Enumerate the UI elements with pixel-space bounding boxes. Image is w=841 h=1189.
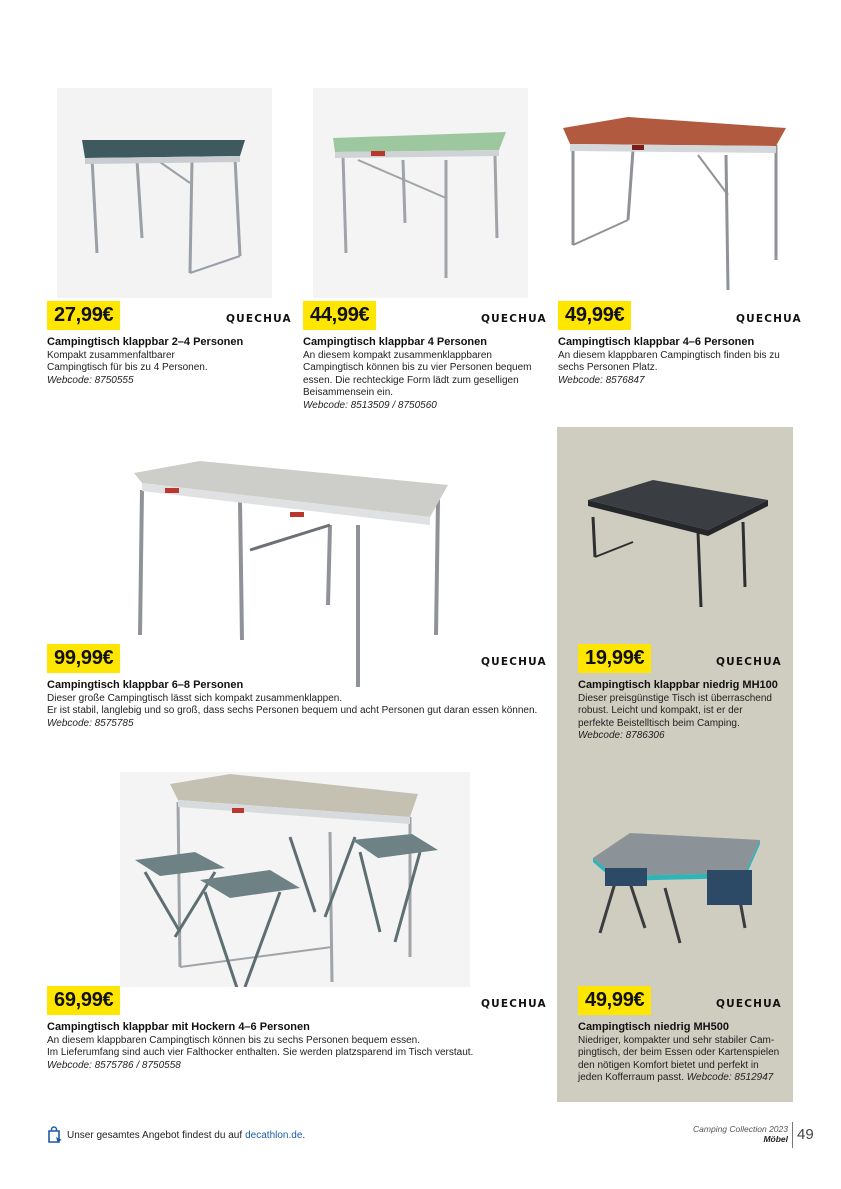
price-tag: 44,99€	[303, 301, 376, 330]
product-image-table-2-4	[57, 88, 272, 298]
price-tag: 99,99€	[47, 644, 120, 673]
product-desc-line: robust. Leicht und kompakt, ist er der	[578, 705, 743, 717]
product-image-table-6-8	[130, 455, 450, 690]
product-desc-line: Dieser preisgünstige Tisch ist überraschend	[578, 693, 772, 704]
brand-label: QUECHUA	[716, 998, 782, 1010]
product-desc-line: Kompakt zusammenfaltbarer	[47, 350, 175, 361]
product-title: Campingtisch klappbar 4 Personen	[303, 336, 487, 348]
price-tag: 19,99€	[578, 644, 651, 673]
product-webcode: Webcode: 8513509 / 8750560	[303, 399, 437, 411]
product-title: Campingtisch klappbar 6–8 Personen	[47, 679, 244, 691]
product-desc-line: Im Lieferumfang sind auch vier Falthocker enthalten. Sie werden platzsparend im Tisch verstaut.	[47, 1047, 474, 1059]
product-desc-line: An diesem klappbaren Campingtisch können bis zu sechs Personen bequem essen.	[47, 1035, 420, 1046]
shopping-bag-icon	[47, 1126, 63, 1144]
brand-label: QUECHUA	[481, 656, 547, 668]
product-image-table-mh100	[583, 472, 773, 612]
collection-label: Camping Collection 2023	[693, 1124, 788, 1134]
decathlon-link[interactable]: decathlon.de	[245, 1129, 303, 1141]
product-desc-line: perfekte Beistelltisch beim Camping.	[578, 717, 740, 729]
price-tag: 27,99€	[47, 301, 120, 330]
footer-dot: .	[302, 1129, 306, 1141]
product-title: Campingtisch klappbar niedrig MH100	[578, 679, 778, 691]
product-info	[578, 679, 788, 743]
product-info	[47, 1021, 547, 1072]
product-desc-line: sechs Personen Platz.	[558, 362, 658, 374]
product-info	[47, 336, 287, 387]
brand-label: QUECHUA	[736, 313, 802, 325]
product-webcode: Webcode: 8786306	[578, 730, 665, 742]
product-info	[558, 336, 798, 387]
product-webcode: Webcode: 8575785	[47, 717, 134, 729]
brand-label: QUECHUA	[481, 998, 547, 1010]
product-webcode: Webcode: 8750555	[47, 374, 134, 386]
product-image-table-4-6	[558, 100, 793, 295]
product-webcode: Webcode: 8575786 / 8750558	[47, 1059, 181, 1071]
product-desc-line: Campingtisch können bis zu vier Personen bequem	[303, 362, 532, 374]
product-desc-line: den nötigen Komfort bietet und perfekt in	[578, 1059, 759, 1071]
price-tag: 49,99€	[558, 301, 631, 330]
brand-label: QUECHUA	[481, 313, 547, 325]
section-label: Möbel	[763, 1134, 788, 1144]
product-desc-line: essen. Die rechteckige Form lädt zum geselligen	[303, 374, 519, 386]
product-desc-line: Campingtisch für bis zu 4 Personen.	[47, 362, 208, 374]
product-desc-line: Er ist stabil, langlebig und so groß, dass sechs Personen bequem und acht Personen gut daran essen können.	[47, 705, 538, 717]
product-image-table-4	[313, 88, 528, 298]
product-desc-line: An diesem kompakt zusammenklappbaren	[303, 350, 492, 361]
product-image-table-with-stools	[120, 772, 470, 987]
product-title: Campingtisch klappbar 2–4 Personen	[47, 336, 244, 348]
product-desc-line: Niedriger, kompakter und sehr stabiler Cam-	[578, 1035, 775, 1046]
product-title: Campingtisch niedrig MH500	[578, 1021, 729, 1033]
footer-section	[660, 1124, 788, 1144]
product-info	[578, 1021, 788, 1085]
product-desc-line	[578, 1072, 788, 1084]
footer-text: Unser gesamtes Angebot findest du auf	[67, 1129, 243, 1141]
brand-label: QUECHUA	[716, 656, 782, 668]
product-info	[303, 336, 543, 412]
product-title: Campingtisch klappbar mit Hockern 4–6 Personen	[47, 1021, 310, 1033]
product-desc-line: Beisammensein ein.	[303, 387, 394, 399]
product-webcode: Webcode: 8512947	[686, 1072, 774, 1084]
page-number: 49	[792, 1122, 814, 1148]
product-image-table-mh500	[585, 828, 770, 953]
price-tag: 69,99€	[47, 986, 120, 1015]
brand-label: QUECHUA	[226, 313, 292, 325]
product-title: Campingtisch klappbar 4–6 Personen	[558, 336, 755, 348]
product-info	[47, 679, 547, 730]
price-tag: 49,99€	[578, 986, 651, 1015]
product-desc-line: An diesem klappbaren Campingtisch finden bis zu	[558, 350, 780, 361]
product-desc-line: Dieser große Campingtisch lässt sich kompakt zusammenklappen.	[47, 693, 343, 704]
product-desc-line: pingtisch, der beim Essen oder Kartenspielen	[578, 1047, 780, 1059]
footer-shop-link	[47, 1126, 305, 1144]
product-webcode: Webcode: 8576847	[558, 374, 645, 386]
product-desc-text: jeden Kofferraum passt.	[578, 1072, 684, 1084]
